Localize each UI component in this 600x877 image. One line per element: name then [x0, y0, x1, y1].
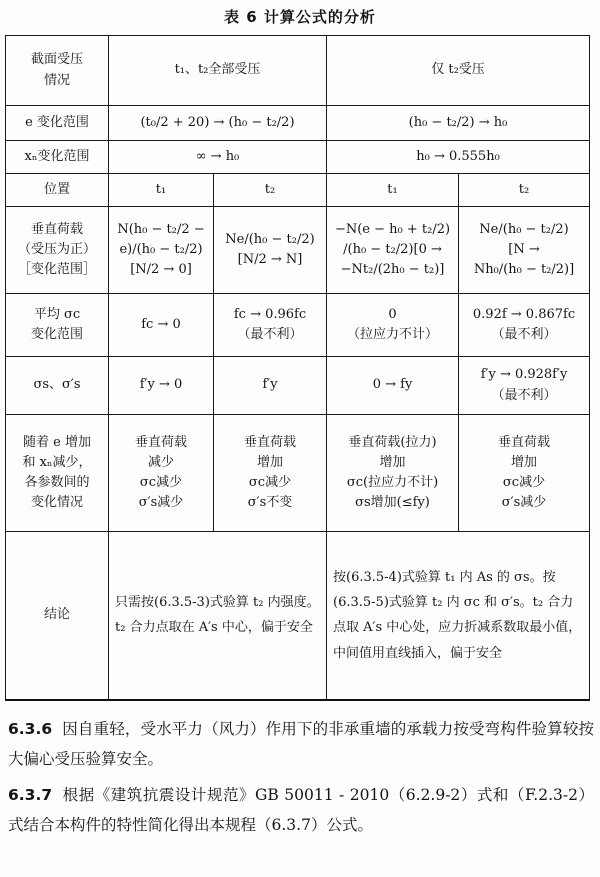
- avg-sigma-2-line-1: fc → 0.96fc: [233, 306, 307, 322]
- row-label-vertical-load: [6, 207, 109, 294]
- cell-avg-sigma-3: [327, 294, 459, 357]
- cell-trend-1: [109, 415, 214, 532]
- row-label-trend: [6, 415, 109, 532]
- avg-sigma-2-line-2: （最不利）: [237, 327, 303, 342]
- cell-sigma-s-2: f′y: [214, 357, 327, 415]
- cell-sigma-s-3: 0 → fy: [327, 357, 459, 415]
- trend-3-line-3: σc(拉应力不计): [346, 475, 439, 490]
- vertical-load-4-line-3: Nh₀/(h₀ − t₂/2)]: [473, 262, 575, 278]
- cell-position-3: t₁: [327, 174, 459, 207]
- cell-conclusion-all: 只需按(6.3.5-3)式验算 t₂ 内强度。t₂ 合力点取在 A′s 中心，偏于安全: [109, 532, 327, 700]
- row-avg-sigma: [6, 294, 590, 357]
- avg-sigma-4-line-1: 0.92f → 0.867fc: [472, 306, 576, 322]
- cell-trend-3: [327, 415, 459, 532]
- cell-position-1: t₁: [109, 174, 214, 207]
- cell-avg-sigma-1: fc → 0: [109, 294, 214, 357]
- row-label-e-range: e 变化范围: [6, 106, 109, 141]
- table-header-row: [6, 36, 590, 106]
- row-label-conclusion: 结论: [6, 532, 109, 700]
- trend-1-line-3: σc减少: [139, 475, 183, 490]
- cell-vertical-load-4: [459, 207, 590, 294]
- paragraph-text: 因自重轻，受水平力（风力）作用下的非承重墙的承载力按受弯构件验算较按大偏心受压验算安全。: [8, 720, 594, 768]
- vertical-load-1-line-3: [N/2 → 0]: [130, 262, 192, 278]
- cell-vertical-load-2: [214, 207, 327, 294]
- vertical-load-2-line-2: [N/2 → N]: [237, 252, 303, 267]
- trend-4-line-4: σ′s减少: [501, 495, 547, 511]
- vertical-load-label-line-2: （受压为正）: [17, 241, 96, 257]
- trend-3-line-2: 增加: [379, 454, 406, 470]
- vertical-load-4-line-1: Ne/(h₀ − t₂/2): [479, 221, 569, 237]
- row-xn-range: [6, 141, 590, 174]
- vertical-load-1-line-2: e)/(h₀ − t₂/2): [119, 241, 203, 257]
- row-position: [6, 174, 590, 207]
- trend-2-line-1: 垂直荷载: [243, 434, 296, 450]
- trend-3-line-4: σs增加(≤fy): [355, 495, 430, 511]
- cell-conclusion-t2: 按(6.3.5-4)式验算 t₁ 内 As 的 σs。按(6.3.5-5)式验算 t₂ 内 σc 和 σ′s。t₂ 合力点取 A′s 中心处，应力折减系数取最小值，中间值用直线插入，偏于安全: [327, 532, 590, 700]
- cell-trend-4: [459, 415, 590, 532]
- header-corner-cell: [6, 36, 109, 106]
- cell-avg-sigma-2: [214, 294, 327, 357]
- trend-4-line-3: σc减少: [502, 475, 546, 490]
- trend-label-line-1: 随着 e 增加: [23, 434, 91, 450]
- cell-position-2: t₂: [214, 174, 327, 207]
- vertical-load-3-line-1: −N(e − h₀ + t₂/2): [334, 221, 451, 237]
- trend-1-line-1: 垂直荷载: [134, 434, 187, 450]
- row-conclusion: [6, 532, 590, 700]
- cell-e-range-t2: (h₀ − t₂/2) → h₀: [327, 106, 590, 141]
- sigma-s-4-line-2: （最不利）: [491, 387, 557, 403]
- cell-avg-sigma-4: [459, 294, 590, 357]
- vertical-load-label-line-3: ［变化范围］: [17, 262, 96, 278]
- cell-e-range-all: (t₀/2 + 20) → (h₀ − t₂/2): [109, 106, 327, 141]
- trend-2-line-4: σ′s不变: [247, 495, 293, 511]
- cell-sigma-s-4: [459, 357, 590, 415]
- avg-sigma-label-line-1: 平均 σc: [33, 306, 81, 322]
- paragraph-number: 6.3.6: [8, 720, 53, 738]
- cell-vertical-load-3: [327, 207, 459, 294]
- header-case-all: t₁、t₂全部受压: [109, 36, 327, 106]
- trend-4-line-2: 增加: [511, 454, 538, 470]
- vertical-load-2-line-1: Ne/(h₀ − t₂/2): [225, 231, 315, 247]
- avg-sigma-3-line-2: （拉应力不计）: [346, 327, 438, 342]
- cell-position-4: t₂: [459, 174, 590, 207]
- formula-analysis-table: [5, 35, 590, 701]
- row-e-range: [6, 106, 590, 141]
- vertical-load-3-line-2: /(h₀ − t₂/2)[0 →: [343, 241, 442, 257]
- trend-label-line-2: 和 xₙ减少，: [22, 454, 92, 470]
- avg-sigma-4-line-2: （最不利）: [491, 327, 557, 342]
- row-vertical-load: [6, 207, 590, 294]
- trend-3-line-1: 垂直荷载(拉力): [348, 434, 437, 450]
- paragraph-number: 6.3.7: [8, 786, 53, 804]
- trend-label-line-3: 各参数间的: [24, 475, 90, 490]
- trend-2-line-3: σc减少: [248, 475, 292, 490]
- trend-4-line-1: 垂直荷载: [498, 434, 551, 450]
- paragraph-6-3-7: [8, 780, 594, 840]
- cell-vertical-load-1: [109, 207, 214, 294]
- row-label-sigma-s: σs、σ′s: [6, 357, 109, 415]
- row-label-avg-sigma: [6, 294, 109, 357]
- header-case-t2: 仅 t₂受压: [327, 36, 590, 106]
- cell-xn-range-all: ∞ → h₀: [109, 141, 327, 174]
- vertical-load-1-line-1: N(h₀ − t₂/2 −: [117, 221, 205, 237]
- sigma-s-4-line-1: f′y → 0.928f′y: [480, 367, 568, 383]
- header-corner-line-1: 截面受压: [30, 52, 83, 68]
- avg-sigma-3-line-1: 0: [388, 306, 397, 322]
- vertical-load-3-line-3: −Nt₂/(2h₀ − t₂)]: [340, 262, 445, 278]
- row-label-xn-range: xₙ变化范围: [6, 141, 109, 174]
- vertical-load-label-line-1: 垂直荷载: [30, 221, 83, 237]
- trend-1-line-2: 减少: [147, 454, 174, 470]
- paragraph-6-3-6: [8, 714, 594, 774]
- row-label-position: 位置: [6, 174, 109, 207]
- header-corner-line-2: 情况: [43, 72, 70, 88]
- cell-trend-2: [214, 415, 327, 532]
- trend-2-line-2: 增加: [256, 454, 283, 470]
- table-title: 表 6 计算公式的分析: [224, 8, 376, 26]
- trend-1-line-4: σ′s减少: [138, 495, 184, 511]
- cell-xn-range-t2: h₀ → 0.555h₀: [327, 141, 590, 174]
- row-sigma-s: [6, 357, 590, 415]
- vertical-load-4-line-2: [N →: [508, 241, 540, 257]
- cell-sigma-s-1: f′y → 0: [109, 357, 214, 415]
- row-trend: [6, 415, 590, 532]
- avg-sigma-label-line-2: 变化范围: [30, 327, 83, 342]
- trend-label-line-4: 变化情况: [30, 495, 83, 511]
- paragraph-text: 根据《建筑抗震设计规范》GB 50011 - 2010（6.2.9-2）式和（F.2.3-2）式结合本构件的特性简化得出本规程（6.3.7）公式。: [8, 786, 594, 834]
